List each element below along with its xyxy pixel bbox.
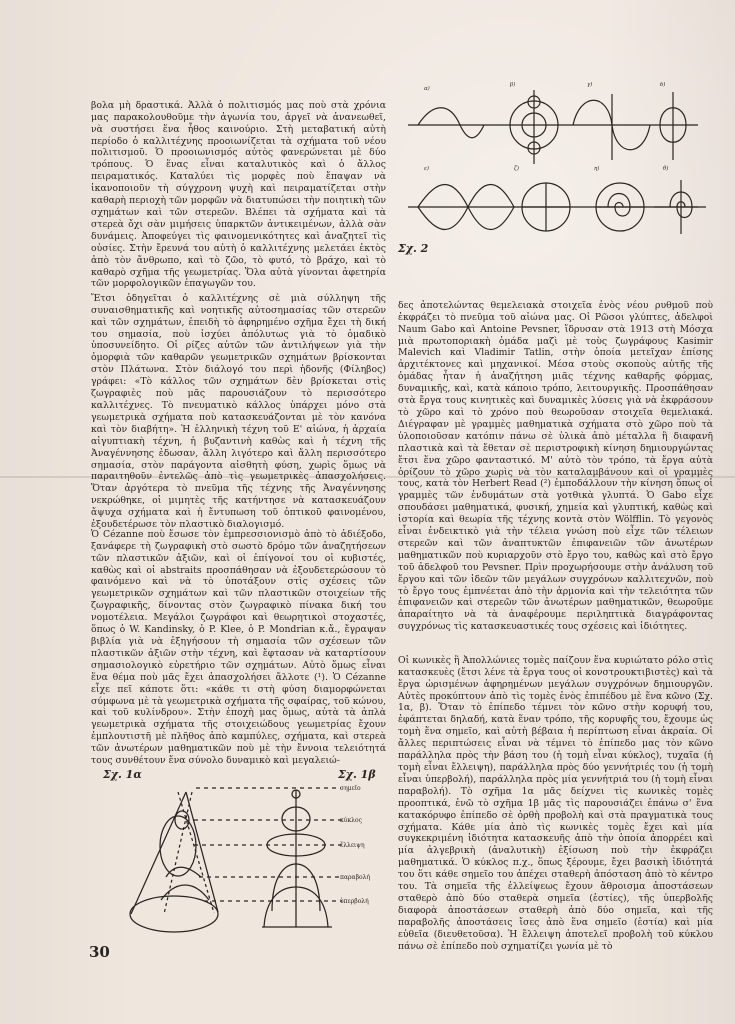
paragraph-right-main: δες ἀποτελώντας θεμελειακὰ στοιχεῖα ἑνὸς νέου ρυθμοῦ ποὺ ἐκφράζει τὸ πνεῦμα τοῦ αἰώνα μας. Οἱ Ρῶσοι γλύπτες, ἀδελφοὶ Naum Gabo καὶ Antoine Pevsner, ἵδρυσαν στὰ 1913 στὴ Μόσχα μιὰ πρωτοποριακὴ ὁμάδα μαζὶ μὲ τοὺς ζωγράφους Kasimir Malevich καὶ Vladimir Tatlin, στὴν ὁποία μετεῖχαν ἐπίσης ἀρχιτέκτονες καὶ μηχανικοί. Μέσα στοὺς σκοποὺς αὐτῆς τῆς ὁμάδας ἦταν ἡ ἀναζήτηση μιᾶς τέχνης καθαρῆς φόρμας, δυναμικῆς, καὶ, κατὰ κάποιο τρόπο, λειτουργικῆς. Προσπάθησαν στὰ ἔργα τους κινητικὲς καὶ δυναμικὲς λύσεις γιὰ νὰ ἐκφράσουν τὸ χῶρο καὶ τὸ χρόνο ποὺ θεωροῦσαν στοιχεῖα θεμελιακά. Διέγραφαν μὲ γραμμὲς μαθηματικὰ σχήματα στὸ χῶρο ποὺ τὰ ὑλοποιοῦσαν κατόπιν πάνω σὲ ὑλικὰ ἀπὸ μέταλλα ἢ διαφανῆ πλαστικὰ καὶ τὰ ἔθεταν σὲ περιστροφικὴ κίνηση δημιουργώντας ἔτσι ἕνα χῶρο φανταστικό. Μ' αὐτὸ τὸν τρόπο, τὰ ἔργα αὐτὰ ὁρίζουν τὸ χῶρο χωρὶς νὰ τὸν καταλαμβάνουν καὶ οἱ γραμμὲς τους, κατὰ τὸν Herbert Read (²) ἐμποδάλλουν τὴν κίνηση ὅπως οἱ γραμμὲς τῶν ἐνδυμάτων στὰ γοτθικὰ γλυπτά. Ὁ Gabo εἶχε σπουδάσει μαθηματικά, φυσική, χημεία καὶ γλυπτική, καθὼς καὶ ἱστορία καὶ θεωρία τῆς τέχνης κοντὰ στὸν Wölfflin. Τὸ γεγονὸς εἶναι ἐνδεικτικὸ γιὰ τὴν τέλεια γνώση ποὺ εἶχε τῶν τέλειων στερεῶν καὶ τῶν ἀναπτυκτῶν ἐπιφανειῶν τῶν ἀνωτέρων μαθηματικῶν ποὺ κυριαρχοῦν στὸ ἔργο του, καθὼς καὶ στὸ ἔργο τοῦ ἀδελφοῦ του Pevsner. Πρὶν προχωρήσουμε στὴν ἀνάλυση τοῦ ἔργου καὶ τῶν ἰδεῶν τῶν μεγάλων συγχρόνων καλλιτεχνῶν, ποὺ τὸ ἔργο τους ἐμπνέεται ἀπὸ τὴν ἁρμονία καὶ τὴν τελειότητα τῶν ἐπιφανειῶν καὶ στερεῶν τῶν ἀνωτέρων μαθηματικῶν, θεωροῦμε ἀπαραίτητο νὰ τὰ ἀναφέρουμε περιληπτικὰ διαγράφοντας συγχρόνως τὶς κατασκευαστικές τους σχέσεις καὶ ἰδιότητες.: [398, 299, 716, 633]
right-column-bottom: [398, 631, 716, 952]
fig1-label-circle: κύκλος: [340, 817, 362, 824]
figure-1b-caption: Σχ. 1β: [338, 768, 376, 781]
left-column-top: [91, 76, 389, 290]
fig2-label-c: γ): [587, 82, 593, 88]
fig2-label-e: ε): [424, 166, 429, 172]
fig1-label-hyperbola: ὑπερβολή: [340, 898, 369, 905]
left-column-bottom: [91, 505, 389, 767]
fig2-label-a: α): [424, 86, 430, 92]
paragraph-left-middle: Ἔτσι ὁδηγεῖται ὁ καλλιτέχνης σὲ μιὰ σύλληψη τῆς συναισθηματικῆς καὶ νοητικῆς αὐτοσημασίας τῶν στερεῶν καὶ τῶν σχημάτων, ἐπειδὴ τὸ ἀφηρημένο σχῆμα ἔχει τὴ δική του σημασία, ποὺ ἰσχύει ἀπόλυτως γιὰ τὸ ὁμαδικὸ ὑποσυνείδητο. Οἱ ρίζες αὐτῶν τῶν ἀντιλήψεων γιὰ τὴν ὀμορφιὰ τῶν καθαρῶν γεωμετρικῶν σχημάτων βρίσκονται στὸν Πλάτωνα. Στὸν διάλογό του περὶ ἡδονῆς (Φίληβος) γράφει: «Τὸ κάλλος τῶν σχημάτων δὲν βρίσκεται στὶς ζωγραφιὲς ποὺ μᾶς παρουσιάζουν τὸ περισσότερο καλλιτέχνες. Τὸ πνευματικὸ κάλλος ὑπάρχει μόνο στὰ γεωμετρικὰ σχήματα ποὺ κατασκευάζονται μὲ τὸν κανόνα καὶ τὸν διαβήτη». Ἡ ἑλληνικὴ τέχνη τοῦ Ε' αἰώνα, ἡ ἀρχαία αἰγυπτιακὴ τέχνη, ἡ βυζαντινὴ καθὼς καὶ ἡ τέχνη τῆς Ἀναγέννησης ἐδωσαν, ἄλλη λιγότερο καὶ ἄλλη περισσότερο σημασία, στὸν παράγοντα αἰσθητὴ φύση, χωρὶς ὅμως νὰ παραιτηθοῦν ἐντελῶς ἀπὸ τὶς γεωμετρικὲς ἀπασχολήσεις. Ὅταν ἀργότερα τὸ πνεῦμα τῆς τέχνης τῆς Ἀναγέννησης νεκρώθηκε, οἱ μιμητὲς τῆς κατήντησε νὰ κατασκευάζουν ἄψυχα σχήματα καὶ ἡ ἔντυπωση τοῦ ὀπτικοῦ φαινομένου, ἐξουδετέρωσε τὸν πλαστικὸ διαλογισμό.: [91, 292, 389, 531]
fig1-label-ellipse: ἔλλειψη: [340, 842, 365, 849]
paragraph-right-bottom: Οἱ κωνικὲς ἢ Ἀπολλώνιες τομὲς παίζουν ἕνα κυριώτατο ρόλο στὶς κατασκευὲς (ἔτσι λένε τὰ ἔργα τους οἱ κονστρουκτιβιστὲς) καὶ τὰ ἔργα ὡρισμένων ἀφηρημένων μεγάλων συγχρόνων δημιουργῶν. Αὐτὲς προκύπτουν ἀπὸ τὶς τομὲς ἑνὸς ἐπιπέδου μὲ ἕνα κῶνο (Σχ. 1α, β). Ὅταν τὸ ἐπίπεδο τέμνει τὸν κῶνο στὴν κορυφή του, ἐφάπτεται δηλαδή, κατὰ ἕναν τρόπο, τῆς κορυφῆς του, ἔχουμε ὡς τομὴ ἕνα σημεῖο, καὶ αὐτὴ βέβαια ἡ περίπτωση εἶναι ἀκραία. Οἱ ἄλλες περιπτώσεις εἶναι νὰ τέμνει τὸ ἐπίπεδο μας τὸν κῶνο παράλληλα πρὸς τὴν βάση του (ἡ τομὴ εἶναι κύκλος), τυχαῖα (ἡ τομὴ εἶναι ἔλλειψη), παράλληλα πρὸς δύο γεννήτριές του (ἡ τομὴ εἶναι ὑπερβολή), παράλληλα πρὸς μία γεννήτριά του (ἡ τομὴ εἶναι παραβολή). Τὸ σχῆμα 1α μᾶς δείχνει τὶς κωνικὲς τομὲς προοπτικά, ἐνῶ τὸ σχῆμα 1β μᾶς τὶς παρουσιάζει ἐπάνω σ' ἕνα κατακόρυφο ἐπίπεδο σὲ ὀρθὴ προβολὴ καὶ στὰ πραγματικὰ τους σχήματα. Κάθε μία ἀπὸ τὶς κωνικὲς τομὲς ἔχει καὶ μία συγκεκριμένη ἰδιότητα κατασκευῆς ἀπὸ τὴν ὁποία ἀπορρέει καὶ μία ἀλγεβρικὴ (ἀναλυτικὴ) ἐξίσωση ποὺ τὴν ἐκφράζει μαθηματικά. Ὁ κύκλος π.χ., ὅπως ξέρουμε, ἔχει βασικὴ ἰδιότητά του ὅτι κάθε σημεῖο του ἀπέχει σταθερὴ ἀπόσταση ἀπὸ τὸ κέντρο του. Τὰ σημεῖα τῆς ἐλλείψεως ἔχουν ἄθροισμα ἀποστάσεων σταθερὸ ἀπὸ δύο σταθερὰ σημεῖα (ἑστίες), τῆς ὑπερβολῆς διαφορὰ ἀποστάσεων σταθερὴ ἀπὸ δύο σημεῖα, καὶ τῆς παραβολῆς ἀποστάσεις ἴσες ἀπὸ ἕνα σημεῖο (ἑστία) καὶ μία εὐθεῖα (διευθετοῦσα). Ἡ ἔλλειψη ἀποτελεῖ προβολὴ τοῦ κύκλου πάνω σὲ ἐπίπεδο ποὺ σχηματίζει γωνία μὲ τὸ: [398, 654, 716, 952]
fig2-label-b: β): [510, 82, 516, 88]
figure-2: [398, 82, 718, 237]
paragraph-left-bottom: Ὁ Cézanne ποὺ ἔσωσε τὸν ἐμπρεσσιονισμὸ ἀπὸ τὸ ἀδιέξοδο, ξανάφερε τὴ ζωγραφικὴ στὸ σωστὸ δρόμο τῶν ἀναζητήσεων τῶν πλαστικῶν ἀξιῶν, καὶ οἱ ἐπίγονοί του οἱ κυβιστές, καθὼς καὶ οἱ abstraits προσπάθησαν νὰ ἐξουδετερώσουν τὸ φαινόμενο καὶ νὰ τὸ ὑποτάξουν στὶς σχέσεις τῶν γεωμετρικῶν σχημάτων καὶ τῶν πλαστικῶν στοιχείων τῆς ζωγραφικῆς, δίνοντας στὸν ζωγραφικὸ πίνακα δική του νομοτέλεια. Μεγάλοι ζωγράφοι καὶ θεωρητικοὶ στοχαστές, ὅπως ὁ W. Kandinsky, ὁ P. Klee, ὁ P. Mondrian κ.ἄ., ἔγραψαν βιβλία γιὰ νὰ ἐξηγήσουν τὴ σημασία τῶν σχέσεων τῶν πλαστικῶν ἀξιῶν στὴν τέχνη, καὶ ἔφτασαν νὰ καταρτίσουν σημασιολογικὸ εὑρετήριο τῶν σχημάτων. Αὐτὸ ὅμως εἶναι ἕνα θέμα ποὺ μᾶς ἔχει ἀπασχολήσει ἄλλοτε (¹). Ὁ Cézanne εἶχε πεῖ κάποτε ὅτι: «κάθε τι στὴ φύση διαμορφώνεται σύμφωνα μὲ τὰ γεωμετρικὰ σχήματα τῆς σφαίρας, τοῦ κώνου, καὶ τοῦ κυλίνδρου». Στὴν ἐποχὴ μας ὅμως, αὐτὰ τὰ ἁπλὰ γεωμετρικὰ σχήματα τῆς στοιχειώδους γεωμετρίας ἔχουν ἐμπλουτιστῆ μὲ πλῆθος ἀπὸ καμπύλες, σχήματα, καὶ στερεὰ τῶν ἀνωτέρων μαθηματικῶν ποὺ μὲ τὴν ἔννοια τελειότητά τους συνθέτουν ἕνα σύνολο δυναμικὸ καὶ μεγαλειώ-: [91, 528, 389, 767]
figure-1: [96, 782, 386, 942]
right-column-main: [398, 276, 716, 633]
page-number: 30: [89, 943, 110, 961]
fig2-label-d: δ): [660, 82, 666, 88]
fig2-label-f: ζ): [514, 166, 520, 172]
figure-1a-caption: Σχ. 1α: [103, 768, 142, 781]
paragraph-left-top: βολα μὴ δραστικά. Ἀλλὰ ὁ πολιτισμός μας ποὺ στὰ χρόνια μας παρακολουθοῦμε τὴν ἀγωνία του, ἀργεῖ νὰ ἀνανεωθεῖ, νὰ συστήσει ἕνα ἦθος καινούριο. Στὴ μεταβατική αὐτὴ περίοδο ὁ καλλιτέχνης προοιωνίζεται τὰ σχήματα τοῦ νέου πολιτισμοῦ. Ὁ προοιωνισμός αὐτὸς φανερώνεται μὲ δύο τρόπους. Ὁ ἕνας εἶναι καταλυτικὸς καὶ ὁ ἄλλος πειραματικός. Καταλύει τὶς μορφὲς ποὺ ἔπαψαν νὰ ἱκανοποιοῦν τὴ σύγχρονη ψυχὴ καὶ πειραματίζεται στὴν καθαρὴ περιοχὴ τῶν μορφῶν νὰ διατυπώσει τὴν ποιητικὴ τῶν σχημάτων καὶ τῶν στερεῶν. Βλέπει τὰ σχήματα καὶ τὰ στερεὰ ὄχι σὰν μιμήσεις ὑπαρκτῶν ἀντικειμένων, ἀλλὰ σὰν δυνάμεις. Ἀποφεύγει τὶς φαινομενικότητες καὶ ἀναζητεῖ τὶς οὐσίες. Στὴν ἔρευνά του αὐτὴ ὁ καλλιτέχνης μελετάει ἐκτὸς ἀπὸ τὸν ἄνθρωπο, καὶ τὸ ζῶο, τὸ φυτό, τὸ βράχο, καὶ τὸ καθαρὸ σχῆμα τῆς γεωμετρίας. Ὅλα αὐτὰ γίνονται ἀφετηρία τῶν μορφολογικῶν ἐπαγωγῶν του.: [91, 99, 389, 290]
fig2-label-h: θ): [663, 166, 669, 172]
fig1-label-point: σημεῖο: [340, 785, 361, 792]
figure-2-caption: Σχ. 2: [398, 242, 429, 255]
fig1-label-parabola: παραβολή: [340, 874, 371, 881]
left-column-middle: [91, 269, 389, 531]
fig2-label-g: η): [594, 166, 600, 172]
